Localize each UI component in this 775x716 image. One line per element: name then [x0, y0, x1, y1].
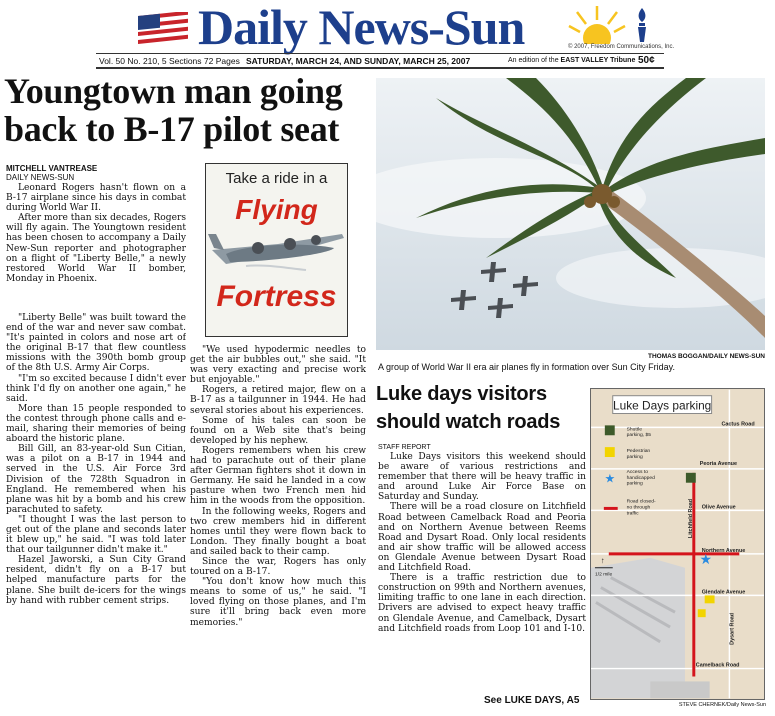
paragraph: Rogers, a retired major, flew on a B-17 as a tailgunner in 1944. He had several stories about his experiences.	[190, 385, 366, 416]
main-story-column-2	[190, 345, 366, 711]
svg-text:Access to: Access to	[626, 469, 648, 475]
svg-text:Glendale Avenue: Glendale Avenue	[701, 589, 746, 596]
newspaper-title: Daily News-Sun	[198, 0, 525, 55]
paragraph: After more than six decades, Rogers will fly again. The Youngtown resident has been chosen to accompany a Daily New-Sun reporter and photographer on a flight of "Liberty Belle," a newly restored World War II bomber, Monday in Phoenix.	[6, 213, 186, 284]
svg-text:★: ★	[604, 471, 616, 486]
svg-text:Olive Avenue: Olive Avenue	[701, 504, 736, 511]
svg-text:Road closed-: Road closed-	[626, 499, 656, 505]
luke-days-byline: STAFF REPORT	[378, 444, 431, 451]
svg-text:no through: no through	[626, 505, 651, 511]
svg-text:parking: parking	[626, 454, 643, 460]
svg-text:parking: parking	[626, 481, 643, 487]
paragraph: Hazel Jaworski, a Sun City Grand resident, didn't fly on a B-17 but helped manufacture parts for the plane. She built de-icers for the wings by hand with rubber cement strips.	[6, 555, 186, 606]
svg-text:Peoria Avenue: Peoria Avenue	[699, 460, 738, 467]
paragraph: "We used hypodermic needles to get the air bubbles out," she said. "It was very exacting and precise work but enjoyable."	[190, 345, 366, 386]
volume-info: Vol. 50 No. 210, 5 Sections 72 Pages	[99, 55, 240, 66]
svg-text:traffic: traffic	[626, 511, 639, 517]
paragraph: "I'm so excited because I didn't ever think I'd fly on another one again," he said.	[6, 373, 186, 404]
us-flag-icon	[138, 12, 188, 44]
promo-line-2: Flying	[235, 194, 318, 225]
main-story-column-1	[6, 183, 186, 313]
paragraph: Luke Days visitors this weekend should be aware of various restrictions and remember that there will be heavy traffic in and around Luke Air Force Base on Saturday and Sunday.	[378, 452, 586, 503]
svg-text:Camelback Road: Camelback Road	[695, 662, 740, 669]
luke-days-column	[378, 452, 586, 692]
paragraph: More than 15 people responded to the contest through phone calls and e-mail, sharing their memories of being aboard the historic plane.	[6, 403, 186, 445]
b17-bomber-illustration	[206, 224, 347, 284]
price: 50¢	[638, 55, 655, 66]
luke-days-parking-map[interactable]	[590, 388, 765, 700]
svg-text:1/2 mile: 1/2 mile	[594, 572, 613, 578]
masthead	[0, 0, 775, 55]
svg-text:parking, $5: parking, $5	[626, 433, 652, 439]
svg-text:↑: ↑	[600, 555, 605, 565]
paragraph: Bill Gill, an 83-year-old Sun Citian, was a pilot on a B-17 in 1944 and served in the U.S. Air Force 3rd Division of the 728th Squadron in England. He remembered when his plane was hit by a bomb and his crew parachuted to safety.	[6, 444, 186, 515]
photo-credit: THOMAS BOGGAN/DAILY NEWS-SUN	[647, 353, 765, 360]
main-story-column-1-cont	[6, 313, 186, 713]
map-credit: STEVE CHERNEK/Daily News-Sun	[678, 702, 766, 708]
palm-tree-airplanes-photo[interactable]	[376, 78, 765, 350]
paragraph: Rogers remembers when his crew had to parachute out of their plane after German fighters shot it down in Germany. He said he landed in a cow pasture when two French men hid him in the woods from the opposition.	[190, 445, 366, 507]
paragraph: "Liberty Belle" was built toward the end of the war and never saw combat. "It's painted in colors and nose art of the original B-17 that flew countless missions with the 390th bomb group of the 8th U.S. Army Air Corps.	[6, 313, 186, 374]
paragraph: Since the war, Rogers has only toured on a B-17.	[190, 556, 366, 578]
svg-text:Shuttle: Shuttle	[626, 427, 642, 433]
promo-line-3: Fortress	[216, 280, 337, 313]
svg-text:Luke Days parking: Luke Days parking	[613, 398, 712, 413]
paragraph: "You don't know how much this means to some of us," he said. "I loved flying on those planes, and I'm sure it'll bring back even more memories."	[190, 577, 366, 628]
paragraph: "I thought I was the last person to get out of the plane and seconds later it blew up," he said. "I was told later that our tailgunner didn't make it."	[6, 514, 186, 556]
edition-note: An edition of the EAST VALLEY Tribune	[508, 57, 636, 64]
svg-text:Northern Avenue: Northern Avenue	[701, 547, 746, 554]
paragraph: There will be a road closure on Litchfield Road between Camelback Road and Peoria and on Northern Avenue between Reems Road and Dysart Road. Only local residents and air show traffic will be allowed access on Glendale Avenue between Dysart Road and Litchfield Road.	[378, 502, 586, 574]
main-headline[interactable]: Youngtown man going back to B-17 pilot seat	[4, 71, 343, 149]
paragraph: In the following weeks, Rogers and two crew members hid in different homes until they were flown back to London. They finally bought a boat and sailed back to their camp.	[190, 506, 366, 557]
svg-text:Litchfield Road: Litchfield Road	[687, 498, 694, 539]
promo-line-1: Take a ride in a	[225, 170, 328, 187]
torch-icon	[632, 6, 652, 44]
svg-text:Pedestrian: Pedestrian	[626, 449, 651, 455]
svg-text:★: ★	[699, 550, 712, 567]
dateline-bar	[96, 53, 664, 69]
paragraph: Some of his tales can soon be found on a Web site that's being developed by his nephew.	[190, 415, 366, 446]
paragraph: There is a traffic restriction due to construction on 99th and Northern avenues, limiting traffic to one lane in each direction. Drivers are advised to expect heavy traffic on Glendale Avenue, and Camelback, Dysart and Litchfield roads from Loop 101 and I-10.	[378, 573, 586, 634]
sunburst-icon	[568, 4, 626, 44]
main-byline: MITCHELL VANTREASE DAILY NEWS-SUN	[6, 164, 98, 182]
copyright-notice: © 2007, Freedom Communications, Inc.	[568, 44, 675, 50]
svg-text:handicapped: handicapped	[626, 475, 655, 481]
svg-text:Dysart Road: Dysart Road	[729, 612, 736, 645]
flying-fortress-promo[interactable]	[205, 163, 348, 337]
photo-caption: A group of World War II era air planes fly in formation over Sun City Friday.	[378, 362, 675, 372]
svg-text:Cactus Road: Cactus Road	[721, 421, 755, 428]
luke-days-headline[interactable]: Luke days visitors should watch roads	[376, 383, 561, 433]
issue-date: SATURDAY, MARCH 24, AND SUNDAY, MARCH 25, 2007	[246, 55, 471, 66]
jump-link[interactable]: See LUKE DAYS, A5	[484, 695, 580, 706]
paragraph: Leonard Rogers hasn't flown on a B-17 airplane since his days in combat during World War II.	[6, 183, 186, 214]
